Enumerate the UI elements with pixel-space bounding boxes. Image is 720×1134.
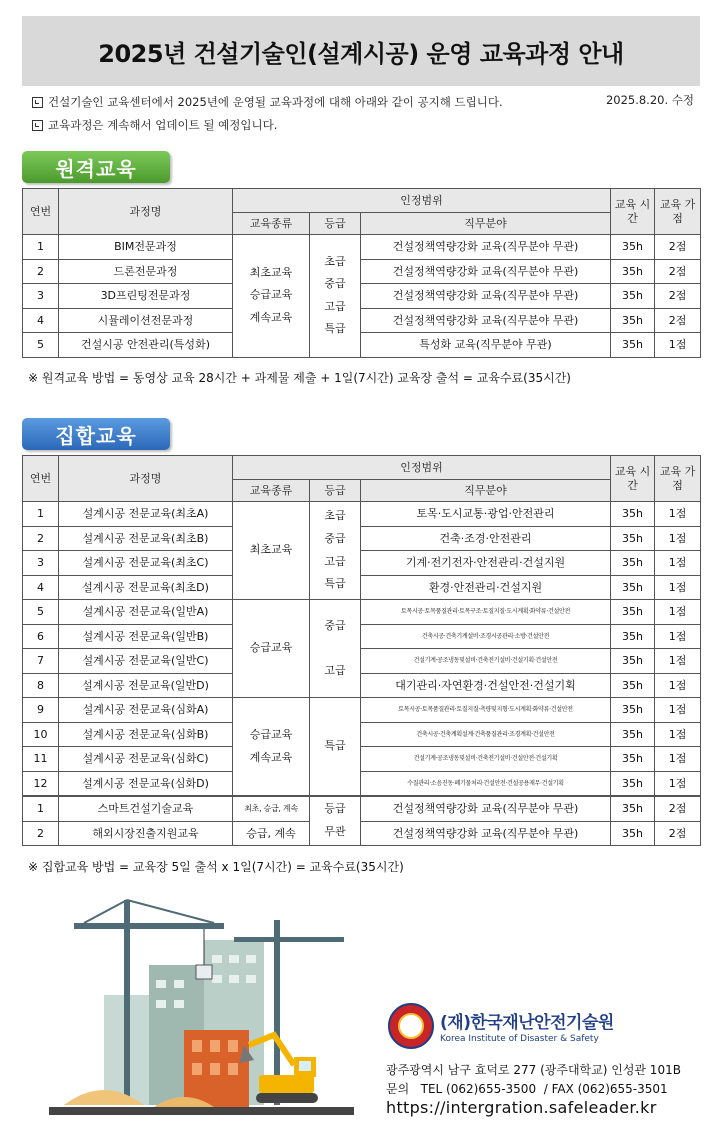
course-name: 설계시공 전문교육(일반B) (59, 624, 233, 649)
job-field: 건설정책역량강화 교육(직무분야 무관) (361, 821, 611, 846)
education-type: 최초교육 승급교육 계속교육 (233, 235, 310, 358)
education-points: 1점 (655, 526, 701, 551)
crane-jib-2 (234, 937, 344, 942)
table-row (23, 526, 701, 551)
notice-text: 건설기술인 교육센터에서 2025년에 운영될 교육과정에 대해 아래와 같이 공지해 드립니다. (48, 95, 503, 109)
header-hours: 교육 시간 (611, 456, 655, 502)
remote-footnote: ※ 원격교육 방법 = 동영상 교육 28시간 + 과제물 제출 + 1일(7시간) 교육장 출석 = 교육수료(35시간) (28, 371, 571, 385)
course-name: 스마트건설기술교육 (59, 796, 233, 821)
table-row (23, 284, 701, 309)
row-number: 9 (23, 698, 59, 723)
course-name: 설계시공 전문교육(최초A) (59, 502, 233, 527)
row-number: 1 (23, 502, 59, 527)
education-hours: 35h (611, 722, 655, 747)
notice-1 (32, 94, 503, 110)
header-course: 과정명 (59, 456, 233, 502)
table-row (23, 698, 701, 723)
education-points: 1점 (655, 649, 701, 674)
job-field: 건설정책역량강화 교육(직무분야 무관) (361, 235, 611, 260)
header-hours: 교육 시간 (611, 189, 655, 235)
row-number: 3 (23, 284, 59, 309)
header-grade: 등급 (310, 213, 361, 235)
grade: 초급 중급 고급 특급 (310, 502, 361, 600)
notice-2 (32, 117, 277, 133)
education-points: 2점 (655, 308, 701, 333)
title-banner (22, 16, 700, 86)
course-name: 3D프린팅전문과정 (59, 284, 233, 309)
course-name: BIM전문과정 (59, 235, 233, 260)
job-field: 건설기계·공조냉동및설비·건축전기설비·건설기획·건설안전 (361, 649, 611, 674)
table-row (23, 722, 701, 747)
group-section-badge: 집합교육 (22, 418, 170, 450)
grade: 초급 중급 고급 특급 (310, 235, 361, 358)
job-field: 건설기계·공조냉동및설비·건축전기설비·건설안전·건설기획 (361, 747, 611, 772)
education-points: 2점 (655, 796, 701, 821)
notice-text: 교육과정은 계속해서 업데이트 될 예정입니다. (48, 118, 278, 132)
job-field: 토목시공·토목품질관리·토질지질·측량및지형·도시계획·화약류·건설안전 (361, 698, 611, 723)
header-field: 직무분야 (361, 213, 611, 235)
education-hours: 35h (611, 796, 655, 821)
education-points: 1점 (655, 502, 701, 527)
header-no: 연번 (23, 456, 59, 502)
row-number: 8 (23, 673, 59, 698)
course-name: 설계시공 전문교육(최초B) (59, 526, 233, 551)
header-field: 직무분야 (361, 480, 611, 502)
job-field: 환경·안전관리·건설지원 (361, 575, 611, 600)
remote-table (22, 188, 701, 358)
education-hours: 35h (611, 259, 655, 284)
group-table (22, 455, 701, 846)
education-hours: 35h (611, 502, 655, 527)
education-type: 승급, 계속 (233, 821, 310, 846)
table-row (23, 673, 701, 698)
header-points: 교육 가점 (655, 456, 701, 502)
job-field: 건설정책역량강화 교육(직무분야 무관) (361, 284, 611, 309)
organization-name-kr: (재)한국재난안전기술원 (440, 1013, 614, 1033)
contact-text: 문의 TEL (062)655-3500 / FAX (062)655-3501 (386, 1082, 668, 1096)
education-hours: 35h (611, 821, 655, 846)
row-number: 4 (23, 575, 59, 600)
table-row (23, 502, 701, 527)
course-name: 설계시공 전문교육(심화B) (59, 722, 233, 747)
table-row (23, 600, 701, 625)
education-hours: 35h (611, 575, 655, 600)
course-name: 설계시공 전문교육(최초C) (59, 551, 233, 576)
crane-tower-1 (124, 900, 130, 1105)
education-points: 1점 (655, 698, 701, 723)
education-hours: 35h (611, 698, 655, 723)
header-course: 과정명 (59, 189, 233, 235)
job-field: 토목시공·토목품질관리·토목구조·토질지질·도시계획·화약류·건설안전 (361, 600, 611, 625)
course-name: 설계시공 전문교육(심화C) (59, 747, 233, 772)
job-field: 건축시공·건축계획설계·건축품질관리·조경계획·건설안전 (361, 722, 611, 747)
education-hours: 35h (611, 600, 655, 625)
education-points: 2점 (655, 235, 701, 260)
remote-section-badge: 원격교육 (22, 151, 170, 183)
revision-date: 2025.8.20. 수정 (605, 93, 694, 107)
course-name: 설계시공 전문교육(일반D) (59, 673, 233, 698)
table-row (23, 624, 701, 649)
checkbox-bullet-icon (32, 120, 43, 131)
grade: 특급 (310, 698, 361, 797)
education-points: 1점 (655, 333, 701, 358)
education-type: 최초, 승급, 계속 (233, 796, 310, 821)
header-grade: 등급 (310, 480, 361, 502)
grade: 중급 고급 (310, 600, 361, 698)
row-number: 1 (23, 235, 59, 260)
construction-illustration (44, 895, 364, 1120)
row-number: 2 (23, 259, 59, 284)
row-number: 4 (23, 308, 59, 333)
education-points: 1점 (655, 624, 701, 649)
table-row (23, 575, 701, 600)
education-type: 승급교육 계속교육 (233, 698, 310, 797)
education-hours: 35h (611, 551, 655, 576)
education-points: 2점 (655, 284, 701, 309)
header-type: 교육종류 (233, 213, 310, 235)
education-hours: 35h (611, 333, 655, 358)
table-row (23, 333, 701, 358)
education-hours: 35h (611, 308, 655, 333)
table-row (23, 771, 701, 796)
education-hours: 35h (611, 771, 655, 796)
education-hours: 35h (611, 649, 655, 674)
page-title: 2025년 건설기술인(설계시공) 운영 교육과정 안내 (98, 39, 624, 68)
checkbox-bullet-icon (32, 97, 43, 108)
education-points: 2점 (655, 821, 701, 846)
ground-line (49, 1107, 354, 1115)
header-type: 교육종류 (233, 480, 310, 502)
course-name: 설계시공 전문교육(일반A) (59, 600, 233, 625)
row-number: 1 (23, 796, 59, 821)
row-number: 2 (23, 526, 59, 551)
education-points: 1점 (655, 722, 701, 747)
education-points: 1점 (655, 551, 701, 576)
job-field: 건설정책역량강화 교육(직무분야 무관) (361, 259, 611, 284)
job-field: 토목·도시교통·광업·안전관리 (361, 502, 611, 527)
table-row (23, 551, 701, 576)
education-points: 1점 (655, 600, 701, 625)
row-number: 2 (23, 821, 59, 846)
course-name: 설계시공 전문교육(최초D) (59, 575, 233, 600)
header-no: 연번 (23, 189, 59, 235)
header-scope: 인정범위 (233, 456, 611, 480)
table-row (23, 235, 701, 260)
education-hours: 35h (611, 284, 655, 309)
education-hours: 35h (611, 624, 655, 649)
education-points: 1점 (655, 771, 701, 796)
address-text: 광주광역시 남구 효덕로 277 (광주대학교) 인성관 101B (386, 1063, 681, 1077)
job-field: 건설정책역량강화 교육(직무분야 무관) (361, 308, 611, 333)
row-number: 12 (23, 771, 59, 796)
course-name: 설계시공 전문교육(일반C) (59, 649, 233, 674)
education-points: 1점 (655, 575, 701, 600)
course-name: 설계시공 전문교육(심화D) (59, 771, 233, 796)
row-number: 7 (23, 649, 59, 674)
grade: 등급 무관 (310, 796, 361, 846)
education-points: 1점 (655, 673, 701, 698)
row-number: 6 (23, 624, 59, 649)
education-type: 최초교육 (233, 502, 310, 600)
organization-logo (388, 1003, 434, 1049)
education-points: 2점 (655, 259, 701, 284)
table-row (23, 796, 701, 821)
header-points: 교육 가점 (655, 189, 701, 235)
table-row (23, 649, 701, 674)
row-number: 5 (23, 333, 59, 358)
row-number: 5 (23, 600, 59, 625)
job-field: 특성화 교육(직무분야 무관) (361, 333, 611, 358)
course-name: 설계시공 전문교육(심화A) (59, 698, 233, 723)
education-hours: 35h (611, 526, 655, 551)
website-link[interactable]: https://intergration.safeleader.kr (386, 1098, 657, 1117)
education-points: 1점 (655, 747, 701, 772)
table-row (23, 259, 701, 284)
row-number: 11 (23, 747, 59, 772)
job-field: 수질관리·소음진동·폐기물처리·건설안전·건설공용재무·건설기획 (361, 771, 611, 796)
organization-name-en: Korea Institute of Disaster & Safety (440, 1034, 599, 1044)
job-field: 기계·전기전자·안전관리·건설지원 (361, 551, 611, 576)
row-number: 3 (23, 551, 59, 576)
education-hours: 35h (611, 673, 655, 698)
course-name: 시뮬레이션전문과정 (59, 308, 233, 333)
table-row (23, 747, 701, 772)
table-row (23, 308, 701, 333)
education-type: 승급교육 (233, 600, 310, 698)
course-name: 드론전문과정 (59, 259, 233, 284)
crane-jib-1 (74, 923, 224, 929)
organization-block (388, 1003, 614, 1049)
education-hours: 35h (611, 235, 655, 260)
header-scope: 인정범위 (233, 189, 611, 213)
job-field: 대기관리·자연환경·건설안전·건설기획 (361, 673, 611, 698)
job-field: 건설정책역량강화 교육(직무분야 무관) (361, 796, 611, 821)
job-field: 건축시공·건축기계설비·조경시공관리·소방·건설안전 (361, 624, 611, 649)
course-name: 건설시공 안전관리(특성화) (59, 333, 233, 358)
row-number: 10 (23, 722, 59, 747)
education-hours: 35h (611, 747, 655, 772)
group-footnote: ※ 집합교육 방법 = 교육장 5일 출석 x 1일(7시간) = 교육수료(35시간) (28, 860, 404, 874)
job-field: 건축·조경·안전관리 (361, 526, 611, 551)
course-name: 해외시장진출지원교육 (59, 821, 233, 846)
table-row (23, 821, 701, 846)
